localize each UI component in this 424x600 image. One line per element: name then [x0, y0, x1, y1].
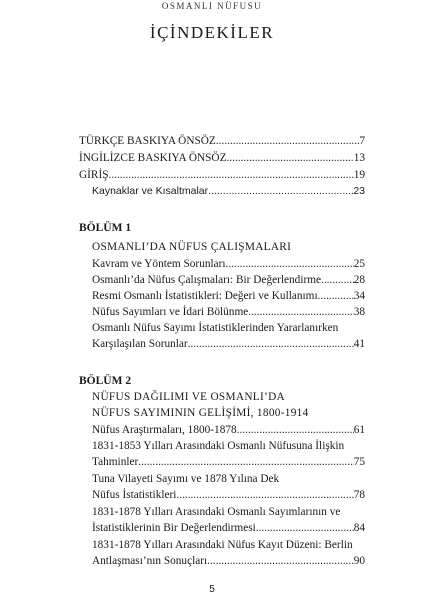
- toc-entry[interactable]: [92, 487, 365, 503]
- toc-entry[interactable]: [92, 422, 365, 438]
- toc-entry[interactable]: [92, 336, 365, 352]
- toc-entry-line: 1831-1878 Yılları Arasındaki Nüfus Kayıt Düzeni: Berlin: [92, 539, 353, 551]
- toc-entry-line: Tuna Vilayeti Sayımı ve 1878 Yılına Dek: [92, 473, 280, 485]
- toc-entry-page: 75: [353, 456, 365, 468]
- toc-entry-page: 25: [353, 258, 365, 270]
- toc-entry-label: TÜRKÇE BASKIYA ÖNSÖZ: [79, 135, 216, 147]
- page-title: İÇİNDEKİLER: [149, 23, 275, 42]
- toc-entry-line: Osmanlı Nüfus Sayımı İstatistiklerinden Yararlanırken: [92, 322, 339, 334]
- toc-entry-label: GİRİŞ: [79, 169, 109, 181]
- toc-entry-page: 84: [353, 522, 365, 534]
- toc-entry-label: Resmi Osmanlı İstatistikleri: Değeri ve Kullanımı: [92, 290, 318, 302]
- toc-entry-label: Nüfus Sayımları ve İdari Bölünme: [92, 306, 249, 318]
- toc-entry-page: 38: [353, 306, 365, 318]
- part-1-title: OSMANLI’DA NÜFUS ÇALIŞMALARI: [92, 241, 292, 253]
- part-2-heading: BÖLÜM 2: [79, 375, 132, 387]
- toc-entry-label: Karşılaşılan Sorunlar: [92, 338, 188, 350]
- toc-entry[interactable]: [92, 272, 365, 288]
- toc-entry-label: Nüfus İstatistikleri: [92, 489, 177, 501]
- toc-entry-introduction[interactable]: [79, 167, 365, 183]
- toc-entry-line: 1831-1878 Yılları Arasındaki Osmanlı Sayımlarının ve: [92, 506, 341, 518]
- toc-entry-label: Nüfus Araştırmaları, 1800-1878: [92, 424, 237, 436]
- toc-entry[interactable]: [92, 256, 365, 272]
- toc-entry[interactable]: [92, 304, 365, 320]
- toc-entry-label: Kaynaklar ve Kısaltmalar: [92, 185, 209, 197]
- toc-entry-label: İstatistiklerinin Bir Değerlendirmesi: [92, 522, 256, 534]
- toc-entry-page: 23: [353, 185, 365, 197]
- toc-entry-page: 7: [359, 135, 365, 147]
- running-header: OSMANLI NÜFUSU: [161, 1, 263, 11]
- toc-entry-english-preface[interactable]: [79, 150, 365, 166]
- toc-entry-turkish-preface[interactable]: [79, 133, 365, 149]
- toc-entry[interactable]: [92, 553, 365, 569]
- toc-entry-page: 13: [353, 152, 365, 164]
- part-1-heading: BÖLÜM 1: [79, 222, 132, 234]
- toc-entry[interactable]: [92, 288, 365, 304]
- toc-entry-label: Osmanlı’da Nüfus Çalışmaları: Bir Değerlendirme: [92, 274, 322, 286]
- toc-entry-page: 78: [353, 489, 365, 501]
- toc-entry-sources[interactable]: [92, 183, 365, 199]
- part-2-title-line-2: NÜFUS SAYIMININ GELİŞİMİ, 1800-1914: [92, 407, 309, 419]
- toc-entry-label: İNGİLİZCE BASKIYA ÖNSÖZ: [79, 152, 227, 164]
- toc-entry-label: Kavram ve Yöntem Sorunları: [92, 258, 226, 270]
- toc-entry-label: Tahminler: [92, 456, 139, 468]
- toc-entry-page: 34: [353, 290, 365, 302]
- toc-entry-page: 28: [353, 274, 365, 286]
- toc-entry-page: 90: [353, 555, 365, 567]
- toc-entry-label: Antlaşması’nın Sonuçları: [92, 555, 208, 567]
- toc-entry-page: 41: [353, 338, 365, 350]
- toc-entry-page: 19: [353, 169, 365, 181]
- part-2-title-line-1: NÜFUS DAĞILIMI VE OSMANLI’DA: [92, 391, 286, 403]
- page-number: 5: [209, 584, 215, 595]
- toc-entry-line: 1831-1853 Yılları Arasındaki Osmanlı Nüfusuna İlişkin: [92, 440, 345, 452]
- toc-entry-page: 61: [353, 424, 365, 436]
- toc-entry[interactable]: [92, 520, 365, 536]
- toc-entry[interactable]: [92, 454, 365, 470]
